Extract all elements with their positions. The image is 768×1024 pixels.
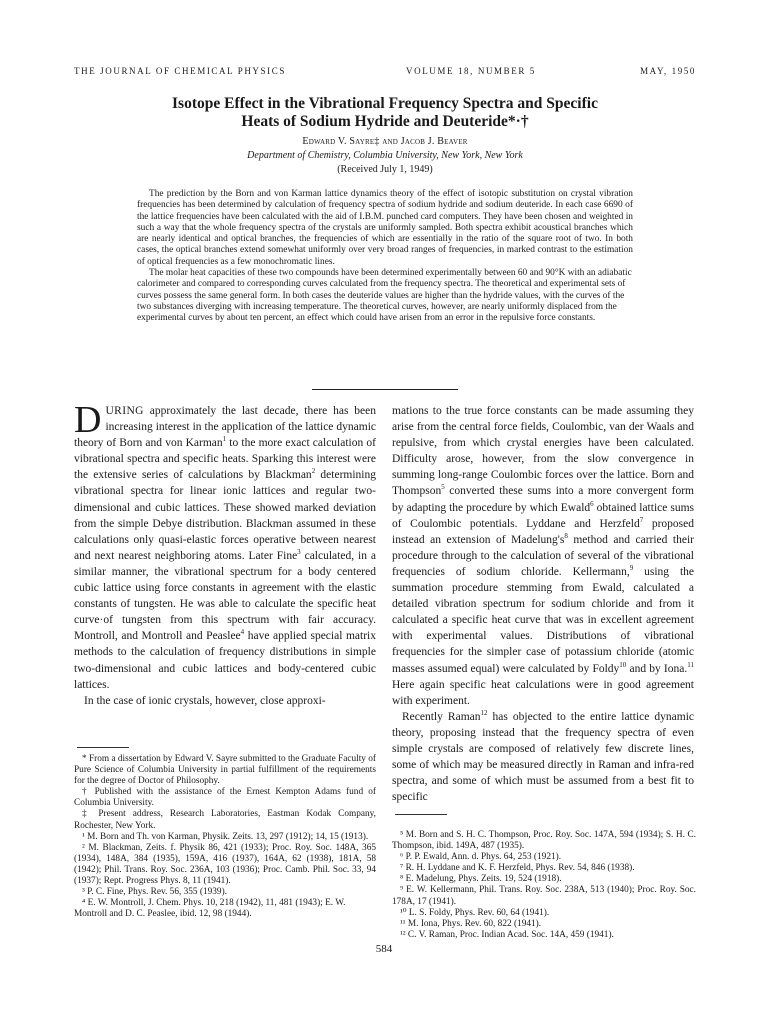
journal-name: THE JOURNAL OF CHEMICAL PHYSICS — [74, 66, 286, 76]
ref-marker: 3 — [297, 548, 301, 557]
section-divider — [312, 389, 458, 390]
body-text: Recently Raman — [402, 710, 481, 723]
received-date: (Received July 1, 1949) — [337, 164, 433, 175]
ref-marker: 1 — [222, 435, 227, 444]
ref-marker: 8 — [564, 531, 568, 540]
body-text: mations to the true force constants can be made assuming they arise from the central force fields, Coulombic, van der Waals and repulsive, from which crystal energies have been calculated. Difficulty arose, however, from the slow convergence in summing long-range Coulombic forces over the lattice. Born and Thompson — [392, 405, 694, 498]
body-paragraph-4 — [392, 709, 694, 806]
footnote: ¹⁰ L. S. Foldy, Phys. Rev. 60, 64 (1941). — [400, 907, 550, 918]
footnote: ¹² C. V. Raman, Proc. Indian Acad. Soc. 14A, 459 (1941). — [400, 929, 614, 940]
footnote: ⁶ P. P. Ewald, Ann. d. Phys. 64, 253 (1921). — [400, 852, 562, 863]
footnote: ² M. Blackman, Zeits. f. Physik 86, 421 (1933); Proc. Roy. Soc. 148A, 365 (1934), 148A, 384 (1935), 159A, 416 (1937), 164A, 62 (1938), 181A, 58 (1942); Phil. Trans. Roy. Soc. 236A, 103 (1936); Proc. Camb. Phil. Soc. 33, 94 (1937); Rept. Progress Phys. 8, 11 (1941). — [74, 842, 376, 887]
drop-cap: D — [74, 399, 102, 441]
body-paragraph-2: In the case of ionic crystals, however, close approxi- — [84, 694, 326, 707]
body-column-left — [74, 399, 376, 709]
ref-marker: 2 — [311, 467, 316, 476]
abstract-paragraph-2: The molar heat capacities of these two compounds have been determined experimentally between 60 and 90°K with an adiabatic calorimeter and compared to corresponding curves calculated from the frequency spectra. The theoretical and experimental sets of curves possess the same general form. In both cases the deuteride values are higher than the hydride values, with the curves of the two substances diverging with increasing temperature. The theoretical curves, however, are nearly uniformly displaced from the experimental curves by about ten percent, an effect which could have arisen from an error in the repulsive force constants. — [137, 268, 632, 324]
body-text: has objected to the entire lattice dynamic theory, proposing instead that the frequency spectra of even simple crystals are composed of relatively few discrete lines, some of which may be measured directly in Raman and infra-red spectra, and some of which must be assumed from a best fit to specific — [392, 710, 694, 804]
footnote-rule-left — [77, 747, 129, 748]
body-paragraph-3 — [392, 403, 694, 709]
footnote: * From a dissertation by Edward V. Sayre submitted to the Graduate Faculty of Pure Science of Columbia University in partial fulfillment of the requirements for the degree of Doctor of Philosophy. — [74, 754, 377, 787]
affiliation: Department of Chemistry, Columbia University, New York, New York — [247, 150, 523, 161]
footnote: † Published with the assistance of the Ernest Kempton Adams fund of Columbia University. — [74, 787, 376, 809]
body-paragraph-1 — [74, 399, 376, 693]
footnote: ¹ M. Born and Th. von Karman, Physik. Zeits. 13, 297 (1912); 14, 15 (1913). — [82, 831, 369, 842]
body-text: Here again specific heat calculations were in good agreement with experiment. — [392, 678, 694, 707]
footnote: ⁴ E. W. Montroll, J. Chem. Phys. 10, 218 (1942), 11, 481 (1943); E. W. Montroll and D. C. Peaslee, ibid. 12, 98 (1944). — [74, 898, 346, 920]
footnote: ⁵ M. Born and S. H. C. Thompson, Proc. Roy. Soc. 147A, 594 (1934); S. H. C. Thompson, ibid. 149A, 487 (1935). — [392, 830, 696, 852]
footnote: ‡ Present address, Research Laboratories, Eastman Kodak Company, Rochester, New York. — [74, 809, 376, 831]
body-text: approximately the last decade, there has been increasing interest in the application of the lattice dynamic theory of Born and von Karman — [74, 405, 376, 450]
body-text: obtained lattice sums of Coulombic potentials. Lyddane and Herzfeld — [392, 501, 694, 530]
body-text: proposed instead an extension of Madelung's — [392, 517, 694, 546]
footnote: ⁷ R. H. Lyddane and K. F. Herzfeld, Phys. Rev. 54, 846 (1938). — [400, 863, 635, 874]
footnote: ³ P. C. Fine, Phys. Rev. 56, 355 (1939). — [82, 887, 228, 898]
body-text: to the more exact calculation of vibrational spectra and specific heats. Sparking this interest were the extensive series of calculations by Blackman — [74, 437, 376, 482]
issue-date: MAY, 1950 — [640, 66, 696, 76]
footnote: ⁸ E. Madelung, Phys. Zeits. 19, 524 (1918). — [400, 874, 562, 885]
page-number: 584 — [375, 943, 393, 955]
body-text: determining vibrational spectra for linear ionic lattices and regular two-dimensional and cubic lattices. These showed marked deviation from the simple Debye distribution. Blackman assumed in these calculations only quasi-elastic forces operative between nearest and next nearest neighboring atoms. Later Fine — [74, 469, 376, 562]
author-sayre: Edward V. Sayre‡ — [302, 136, 380, 147]
footnote: ¹¹ M. Iona, Phys. Rev. 60, 822 (1941). — [400, 918, 542, 929]
body-text: and by Iona. — [626, 662, 688, 675]
ref-marker: 5 — [441, 483, 445, 492]
abstract-paragraph-1: The prediction by the Born and von Karman lattice dynamics theory of the effect of isotopic substitution on crystal vibration frequencies has been determined by calculation of frequency spectra of sodium hydride and sodium deuteride. In each case 6690 of the lattice frequencies have been calculated with the aid of I.B.M. punched card computers. They have been chosen and weighted in such a way that the whole frequency spectra of the crystals are uniformly sampled. Both spectra exhibit acoustical branches which are nearly identical and optical branches, the frequencies of which are essentially in the ratio of the square root of two. In both cases, the optical branches extend somewhat uniformly over very broad ranges of frequencies, in marked contrast to the estimation of optical frequencies as a few monochromatic lines. — [137, 189, 633, 267]
footnotes-left — [74, 754, 376, 920]
author-line — [74, 136, 696, 147]
body-text: using the summation procedure stemming from Ewald, calculated a detailed vibration spectrum for sodium chloride and from it calculated a specific heat curve that was in excellent agreement with experimental values. Distributions of vibrational frequencies for the simpler case of potassium chloride (atomic masses assumed equal) were calculated by Foldy — [392, 565, 694, 675]
footnotes-right — [392, 830, 696, 941]
ref-marker: 10 — [619, 660, 627, 669]
body-text: converted these sums into a more convergent form by adapting the procedure by which Ewald — [392, 485, 694, 514]
body-text: calculated, in a similar manner, the vibrational spectrum for a body centered cubic lattice using force constants in agreement with the elastic constants of tungsten. He was able to calculate the specific heat curve·of tungsten from this spectrum with fair accuracy. Montroll, and Montroll and Peaslee — [74, 549, 376, 643]
ref-marker: 11 — [687, 660, 694, 669]
footnote-rule-right — [395, 814, 447, 815]
lead-word: URING — [105, 405, 144, 417]
abstract — [137, 189, 633, 325]
body-text: method and carried their procedure through to the calculation of several of the vibrational frequencies of sodium chloride. Kellermann, — [392, 533, 695, 578]
ref-marker: 12 — [480, 708, 488, 717]
body-column-right — [392, 403, 694, 805]
author-conjunction: and — [379, 136, 401, 147]
ref-marker: 4 — [240, 628, 245, 637]
author-beaver: Jacob J. Beaver — [400, 136, 468, 147]
volume-number: VOLUME 18, NUMBER 5 — [406, 66, 536, 76]
article-title — [74, 95, 696, 131]
ref-marker: 6 — [590, 499, 594, 508]
footnote: ⁹ E. W. Kellermann, Phil. Trans. Roy. Soc. 238A, 513 (1940); Proc. Roy. Soc. 178A, 17 (1941). — [392, 885, 696, 907]
ref-marker: 7 — [639, 515, 644, 524]
title-line-1: Isotope Effect in the Vibrational Frequency Spectra and Specific — [172, 95, 598, 112]
title-line-2: Heats of Sodium Hydride and Deuteride*·† — [241, 113, 529, 130]
body-text: have applied special matrix methods to the calculation of frequency distributions in simple two-dimensional and cubic lattices and body-centered cubic lattices. — [74, 630, 376, 691]
ref-marker: 9 — [629, 564, 634, 573]
